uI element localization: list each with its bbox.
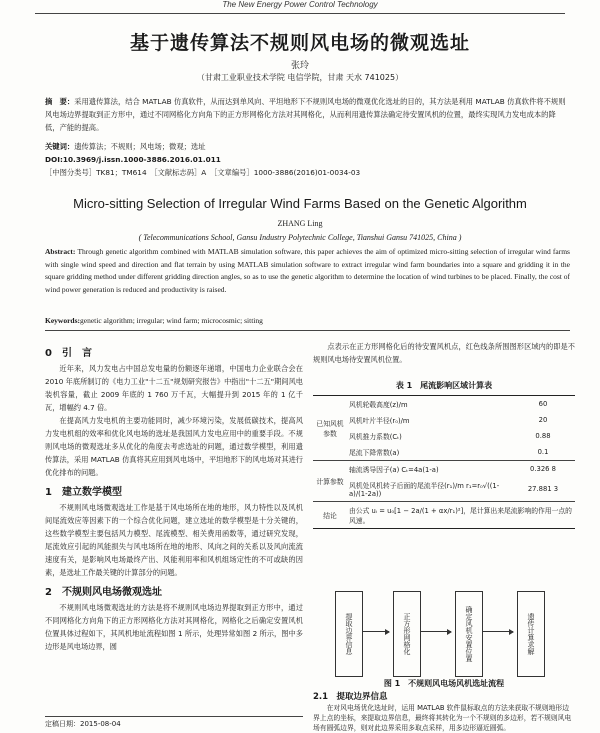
paper-title-cn: 基于遗传算法不规则风电场的微观选址 (129, 32, 470, 54)
section-0-heading: 0 引 言 (45, 348, 92, 359)
paper-title-en: Micro-sitting Selection of Irregular Wind Farms Based on the Genetic Algorithm (73, 196, 527, 211)
table-param: 风机处风机转子后面的尾流半径(r₁)/m r₁=r₀√((1-a)/(1-2a)) (349, 482, 500, 498)
classification: ［中图分类号］TK81；TM614 ［文献标志码］A ［文章编号］1000-3886(2016)01-0034-03 (45, 168, 361, 177)
abstract-cn (45, 95, 570, 134)
section-2-heading: 2 不规则风电场微观选址 (45, 587, 162, 598)
right-column-paragraph: 点表示在正方形网格化后的待安置风机点，红色线条所围图形区域内的即是不规则风电场待安置风机位置。 (313, 342, 575, 364)
table-row (313, 461, 575, 478)
abstract-cn-label: 摘 要： (45, 97, 75, 106)
section-0-paragraph-1: 近年来，风力发电占中国总发电量的份额逐年递增，中国电力企业联合会在 2010 年底所制订的《电力工业"十二五"规划研究报告》中指出"十二五"期间风电装机容量，截止 2009 年底的 1 760 万千瓦，大幅提升到 2015 年的 1 亿千瓦，增幅约 4.7 倍。 (45, 364, 303, 412)
table-value: 20 (538, 416, 548, 424)
keywords-en (45, 316, 570, 325)
table-value: 0.326 8 (530, 465, 556, 473)
doi: DOI:10.3969/j.issn.1000-3886.2016.01.011 (45, 155, 221, 164)
flow-arrow (483, 631, 513, 632)
table-value: 0.1 (537, 448, 549, 456)
header-rule (35, 13, 565, 14)
journal-header: The New Energy Power Control Technology (222, 0, 378, 9)
table-param: 轴流诱导因子(a) Cₜ=4a(1-a) (349, 466, 439, 474)
table-1 (313, 395, 575, 529)
table-row (313, 444, 575, 461)
table-row (313, 502, 575, 529)
flow-box-place: 确定风机安置位置 (455, 591, 483, 677)
left-column (45, 340, 303, 653)
flow-box-ga: 遗传计算求解 (517, 591, 545, 677)
table-value: 60 (538, 400, 548, 408)
table-conclusion: 由公式 uᵢ = u₀[1 − 2a/(1 + αx/r₁)²]，尾计算出来尾流影响的作用一点的风速。 (349, 507, 572, 525)
table-group-conclusion: 结论 (323, 512, 337, 520)
table-param: 风机推力系数(Cₜ) (349, 433, 402, 441)
table-row (313, 412, 575, 428)
keywords-en-label: Keywords: (45, 316, 80, 325)
keywords-cn-text: 遗传算法；不规则；风电场；微观；选址 (74, 142, 206, 151)
abstract-en-text: Through genetic algorithm combined with MATLAB simulation software, this paper achieves the aim of optimized micro-sitting selection of irregular wind farms with single wind speed and direction and flat terrain by using MATLAB simulation software to extract irregular wind farm boundaries into a square and gridding it in the square gridding method under different gridding direction angles, so as to use the genetic algorithm to determine the location of wind turbines to be placed. Finally, the cost of wind power generation is reduced and productivity is raised. (45, 247, 570, 294)
section-2-paragraph: 不规则风电场微观选址的方法是将不规则风电场边界提取到正方形中，通过不同网格化方向角下的正方形网格化方法对其网格化，网格化之后确定安置风机位置具体过程如下，其风机地址流程如图 1 所示，处理异常如图 2 所示，图中多边形是风电场边界，圆 (45, 603, 303, 651)
table-group-known: 已知风机参数 (316, 420, 344, 438)
flow-box-extract: 提取边界信息 (335, 591, 363, 677)
abstract-cn-text: 采用遗传算法，结合 MATLAB 仿真软件，从而达到单风向、平坦地形下不规则风电场的微观优化选址的目的，其方法是利用 MATLAB 仿真软件将不规则风电场边界提取到正方形中，通过不同网格化方向角下的正方形网格化方法对其网格化，从而利用遗传算法确定待安置风机的位置，最终实现风力发电成本的降低，产能的提高。 (45, 97, 566, 132)
footnote: 定稿日期：2015-08-04 (45, 716, 303, 729)
table-value: 0.88 (535, 432, 551, 440)
affiliation-cn: （甘肃工业职业技术学院 电信学院，甘肃 天水 741025） (196, 73, 404, 82)
author-en: ZHANG Ling (277, 219, 323, 228)
table-row (313, 477, 575, 502)
table-1-caption: 表 1 尾流影响区域计算表 (395, 381, 493, 390)
affiliation-en: ( Telecommunications School, Gansu Industry Polytechnic College, Tianshui Gansu 741025, China ) (138, 233, 462, 242)
author-cn: 张玲 (290, 61, 309, 71)
flow-box-grid: 正方形网格化 (393, 591, 421, 677)
subsection-2-1-heading: 2.1 提取边界信息 (313, 692, 388, 702)
figure-1-caption: 图 1 不规则风电场风机选址流程 (383, 679, 505, 688)
flowchart (313, 585, 575, 675)
flow-arrow (363, 631, 389, 632)
table-row (313, 428, 575, 444)
abstract-en-label: Abstract: (45, 247, 76, 256)
subsection-2-1-paragraph: 在对风电场优化选址时，运用 MATLAB 软件鼠标取点的方法来获取不规则地形边界上点的坐标，来提取边界信息，最终将其转化为一个不规则的多边形，若不规则风电场有圆弧边界，则对此边界采用多取点采样，用多边形逼近圆弧。 (313, 704, 572, 732)
table-row (313, 396, 575, 413)
keywords-cn (45, 140, 570, 153)
subsection-2-1 (313, 690, 575, 733)
keywords-en-text: genetic algorithm; irregular; wind farm; microcosmic; sitting (80, 316, 263, 325)
section-0-paragraph-2: 在提高风力发电机的主要功能同时，减少环境污染，发展低碳技术，提高风力发电机组的效率和优化风电场的选址是我国风力发电应用中的重要手段。不规则风电场的微观选址多从优化的角度去考虑选址的问题，通过数学模型，利用遗传算法，采用 MATLAB 仿真将其应用到风电场中，平坦地形下的风电场对其进行优化排布的问题。 (45, 416, 303, 477)
table-param: 风机轮毂高度(z)/m (349, 401, 408, 409)
table-param: 风机叶片半径(r₀)/m (349, 417, 410, 425)
abstract-en (45, 246, 570, 296)
section-1-paragraph: 不规则风电场微观选址工作是基于风电场所在地的地形，风力特性以及风机间尾流效应等因素下的一个综合优化问题，建立选址的数学模型是十分关键的，这些数学模型主要包括风力模型、尾流模型、相关费用函数等，通过研究发现，尾流效应引起的风能损失与风电场所在地的地形、风向之间的关系以及风向流流速度有关，是影响风电场最终产出、风能利用率和风机组场定性的不可或缺的因素，是选址工作最关键的计算部分的问题。 (45, 503, 303, 577)
flow-arrow (421, 631, 451, 632)
right-column (313, 340, 575, 529)
section-1-heading: 1 建立数学模型 (45, 487, 122, 498)
table-param: 尾流下降常数(a) (349, 449, 400, 457)
table-group-calc: 计算参数 (316, 478, 344, 486)
keywords-cn-label: 关键词： (45, 142, 75, 151)
section-divider (45, 330, 570, 331)
table-value: 27.881 3 (527, 485, 559, 493)
